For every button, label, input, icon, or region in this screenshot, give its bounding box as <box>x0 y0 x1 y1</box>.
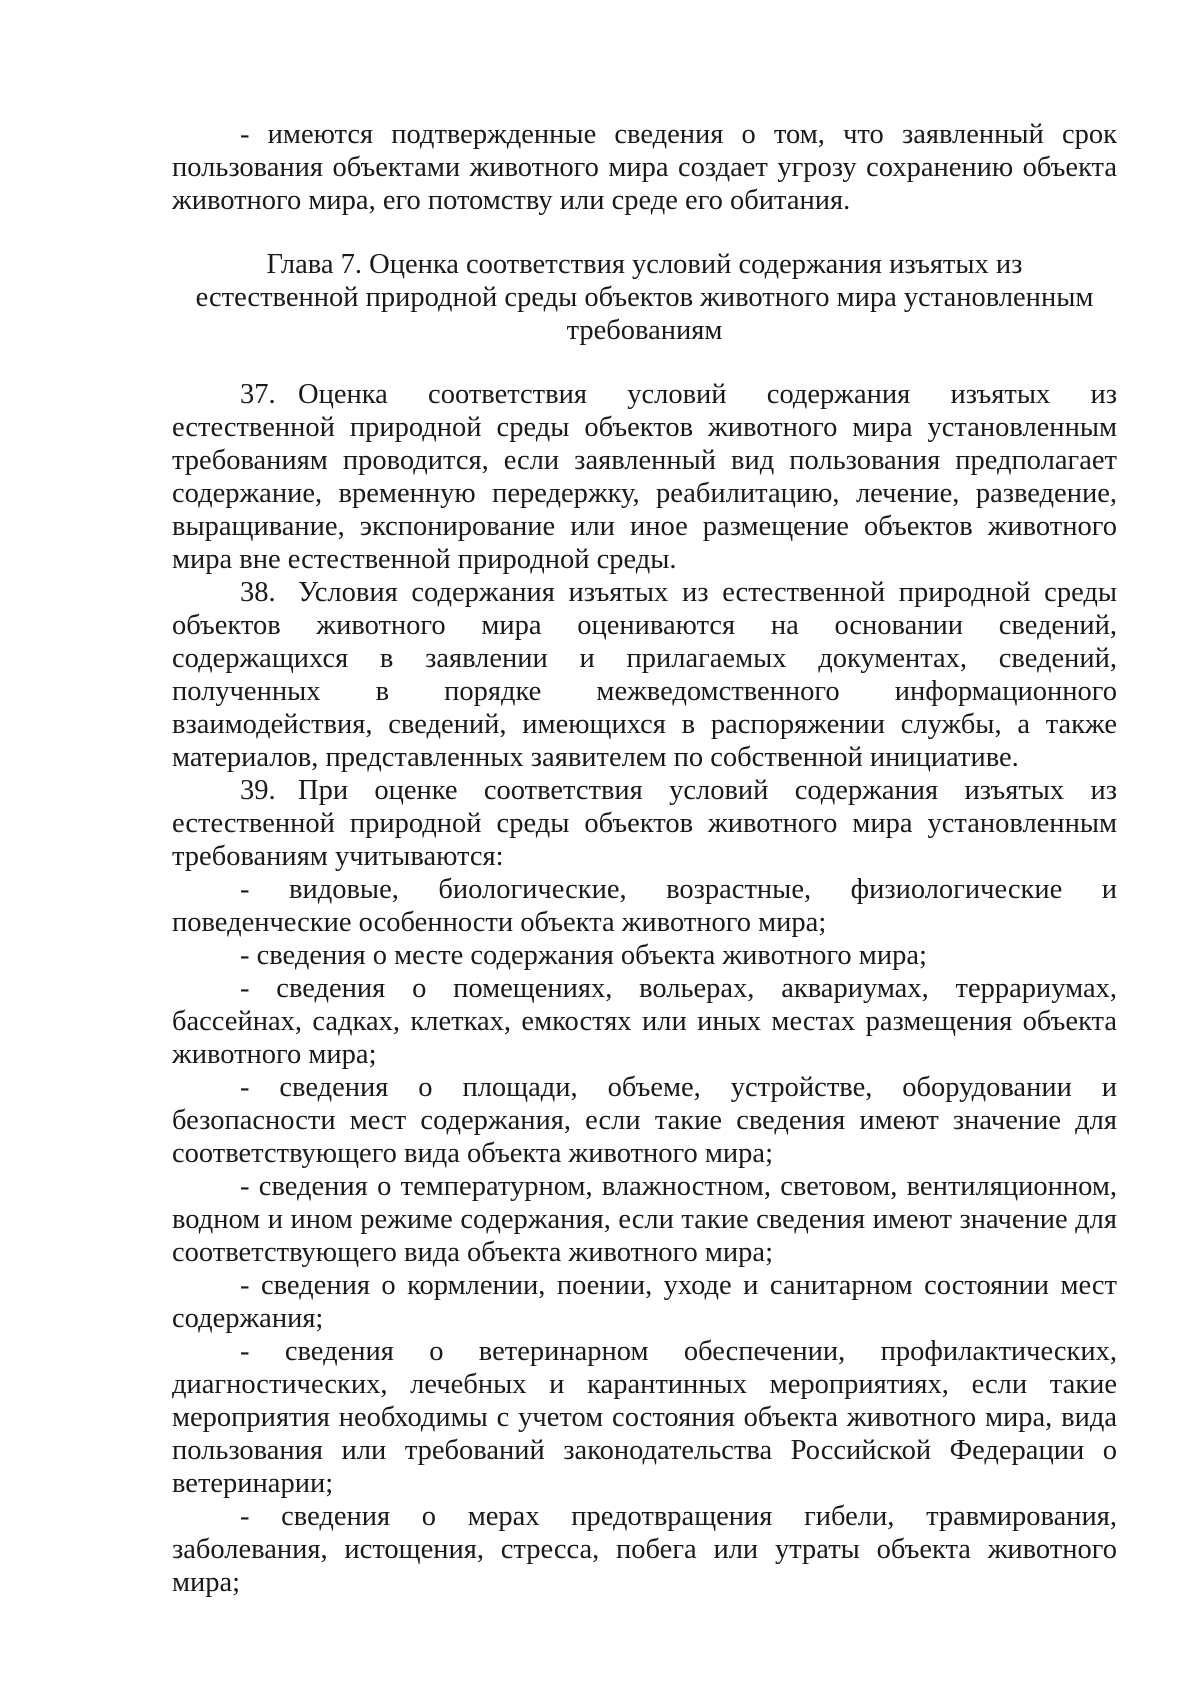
chapter-heading-line-1: Глава 7. Оценка соответствия условий содержания изъятых из <box>266 249 1023 280</box>
list-item: - сведения о месте содержания объекта животного мира; <box>240 940 927 971</box>
list-item: - сведения о площади, объеме, устройстве, оборудовании и безопасности мест содержания, если такие сведения имеют значение для соответствующего вида объекта животного мира; <box>172 1072 1117 1169</box>
chapter-heading-line-2: естественной природной среды объектов животного мира установленным <box>195 282 1094 313</box>
list-item: - видовые, биологические, возрастные, физиологические и поведенческие особенности объекта животного мира; <box>172 874 1117 938</box>
intro-text: - имеются подтвержденные сведения о том, что заявленный срок пользования объектами животного мира создает угрозу сохранению объекта животного мира, его потомству или среде его обитания. <box>172 119 1117 216</box>
paragraph-39-number: 39. <box>240 775 276 806</box>
paragraph-39 <box>172 774 1117 873</box>
list-item: - сведения о кормлении, поении, уходе и санитарном состоянии мест содержания; <box>172 1270 1117 1334</box>
list-item: - сведения о температурном, влажностном, световом, вентиляционном, водном и ином режиме содержания, если такие сведения имеют значение для соответствующего вида объекта животного мира; <box>172 1171 1117 1268</box>
paragraph-39-text: При оценке соответствия условий содержания изъятых из естественной природной среды объектов животного мира установленным требованиям учитываются: <box>172 775 1117 872</box>
list-item: - сведения о мерах предотвращения гибели, травмирования, заболевания, истощения, стресса, побега или утраты объекта животного мира; <box>172 1501 1117 1598</box>
paragraph-37-number: 37. <box>240 379 276 410</box>
intro-paragraph <box>172 118 1117 217</box>
paragraph-38-text: Условия содержания изъятых из естественной природной среды объектов животного мира оцениваются на основании сведений, содержащихся в заявлении и прилагаемых документах, сведений, полученных в порядке межведомственного информационного взаимодействия, сведений, имеющихся в распоряжении службы, а также материалов, представленных заявителем по собственной инициативе. <box>172 577 1117 773</box>
paragraph-37-text: Оценка соответствия условий содержания изъятых из естественной природной среды объектов животного мира установленным требованиям проводится, если заявленный вид пользования предполагает содержание, временную передержку, реабилитацию, лечение, разведение, выращивание, экспонирование или иное размещение объектов животного мира вне естественной природной среды. <box>172 379 1117 575</box>
paragraph-37 <box>172 378 1117 576</box>
chapter-heading-line-3: требованиям <box>566 315 723 346</box>
chapter-body <box>172 378 1117 1599</box>
list-item: - сведения о помещениях, вольерах, аквариумах, террариумах, бассейнах, садках, клетках, емкостях или иных местах размещения объекта животного мира; <box>172 973 1117 1070</box>
chapter-heading <box>172 248 1117 347</box>
paragraph-38-number: 38. <box>240 577 276 608</box>
paragraph-38 <box>172 576 1117 774</box>
list-item: - сведения о ветеринарном обеспечении, профилактических, диагностических, лечебных и карантинных мероприятиях, если такие мероприятия необходимы с учетом состояния объекта животного мира, вида пользования или требований законодательства Российской Федерации о ветеринарии; <box>172 1336 1117 1499</box>
